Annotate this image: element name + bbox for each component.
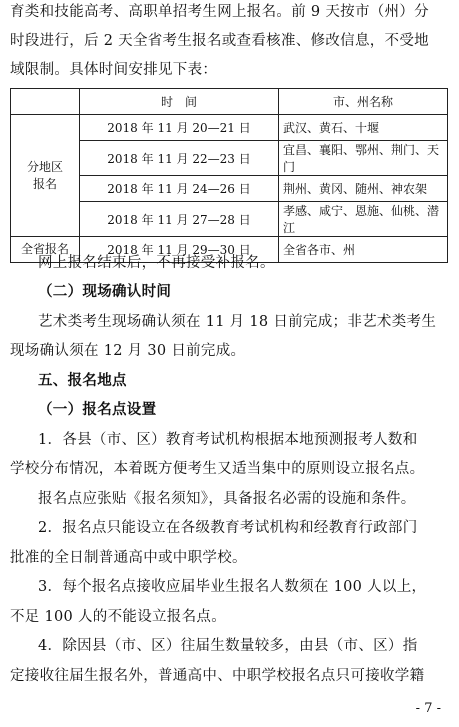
- item4-line-1: 4．除因县（市、区）往届生数量较多，由县（市、区）指: [38, 638, 418, 654]
- sub-heading-confirm-time: （二）现场确认时间: [38, 284, 172, 300]
- confirm-line-1: 艺术类考生现场确认须在 11 月 18 日前完成；非艺术类考生: [38, 314, 437, 330]
- intro-line-1: 育类和技能高考、高职单招考生网上报名。前 9 天按市（州）分: [10, 4, 429, 20]
- header-time-cell: 时 间: [80, 89, 279, 115]
- item3-line-2: 不足 100 人的不能设立报名点。: [10, 609, 226, 625]
- notice-line: 报名点应张贴《报名须知》，具备报名必需的设施和条件。: [38, 491, 416, 507]
- city-cell: 荆州、黄冈、随州、神农架: [279, 176, 448, 202]
- item4-line-2: 定接收往届生报名外，普通高中、中职学校报名点只可接收学籍: [10, 668, 425, 684]
- city-cell: 宜昌、襄阳、鄂州、荆门、天门: [279, 141, 448, 176]
- date-cell: 2018 年 11 月 22—23 日: [80, 141, 279, 176]
- item1-line-2: 学校分布情况，本着既方便考生又适当集中的原则设立报名点。: [10, 461, 425, 477]
- city-cell: 孝感、咸宁、恩施、仙桃、潜江: [279, 202, 448, 237]
- table-header-row: [11, 89, 448, 115]
- schedule-table: [10, 88, 448, 263]
- province-label-cell: 全省报名: [11, 237, 80, 263]
- city-cell: 武汉、黄石、十堰: [279, 115, 448, 141]
- region-label-line-2: 报名: [32, 176, 57, 191]
- section-heading-location: 五、报名地点: [38, 373, 127, 389]
- after-table-note: 网上报名结束后，不再接受补报名。: [38, 255, 275, 271]
- date-cell: 2018 年 11 月 24—26 日: [80, 176, 279, 202]
- page-number: - 7 -: [415, 701, 441, 716]
- table-row: [11, 115, 448, 141]
- city-cell: 全省各市、州: [279, 237, 448, 263]
- date-cell: 2018 年 11 月 20—21 日: [80, 115, 279, 141]
- header-city-cell: 市、州名称: [279, 89, 448, 115]
- item2-line-2: 批准的全日制普通高中或中职学校。: [10, 550, 247, 566]
- header-blank-cell: [11, 89, 80, 115]
- sub-heading-setup: （一）报名点设置: [38, 402, 157, 418]
- item3-line-1: 3．每个报名点接收应届毕业生报名人数须在 100 人以上，: [38, 579, 427, 595]
- date-cell: 2018 年 11 月 27—28 日: [80, 202, 279, 237]
- date-cell: 2018 年 11 月 29—30 日: [80, 237, 279, 263]
- item1-line-1: 1．各县（市、区）教育考试机构根据本地预测报考人数和: [38, 432, 418, 448]
- intro-line-3: 域限制。具体时间安排见下表：: [10, 62, 218, 78]
- intro-line-2: 时段进行，后 2 天全省考生报名或查看核准、修改信息，不受地: [10, 33, 429, 49]
- confirm-line-2: 现场确认须在 12 月 30 日前完成。: [10, 343, 246, 359]
- region-label-line-1: 分地区: [26, 159, 63, 174]
- region-group-label: [11, 115, 80, 237]
- item2-line-1: 2．报名点只能设立在各级教育考试机构和经教育行政部门: [38, 520, 418, 536]
